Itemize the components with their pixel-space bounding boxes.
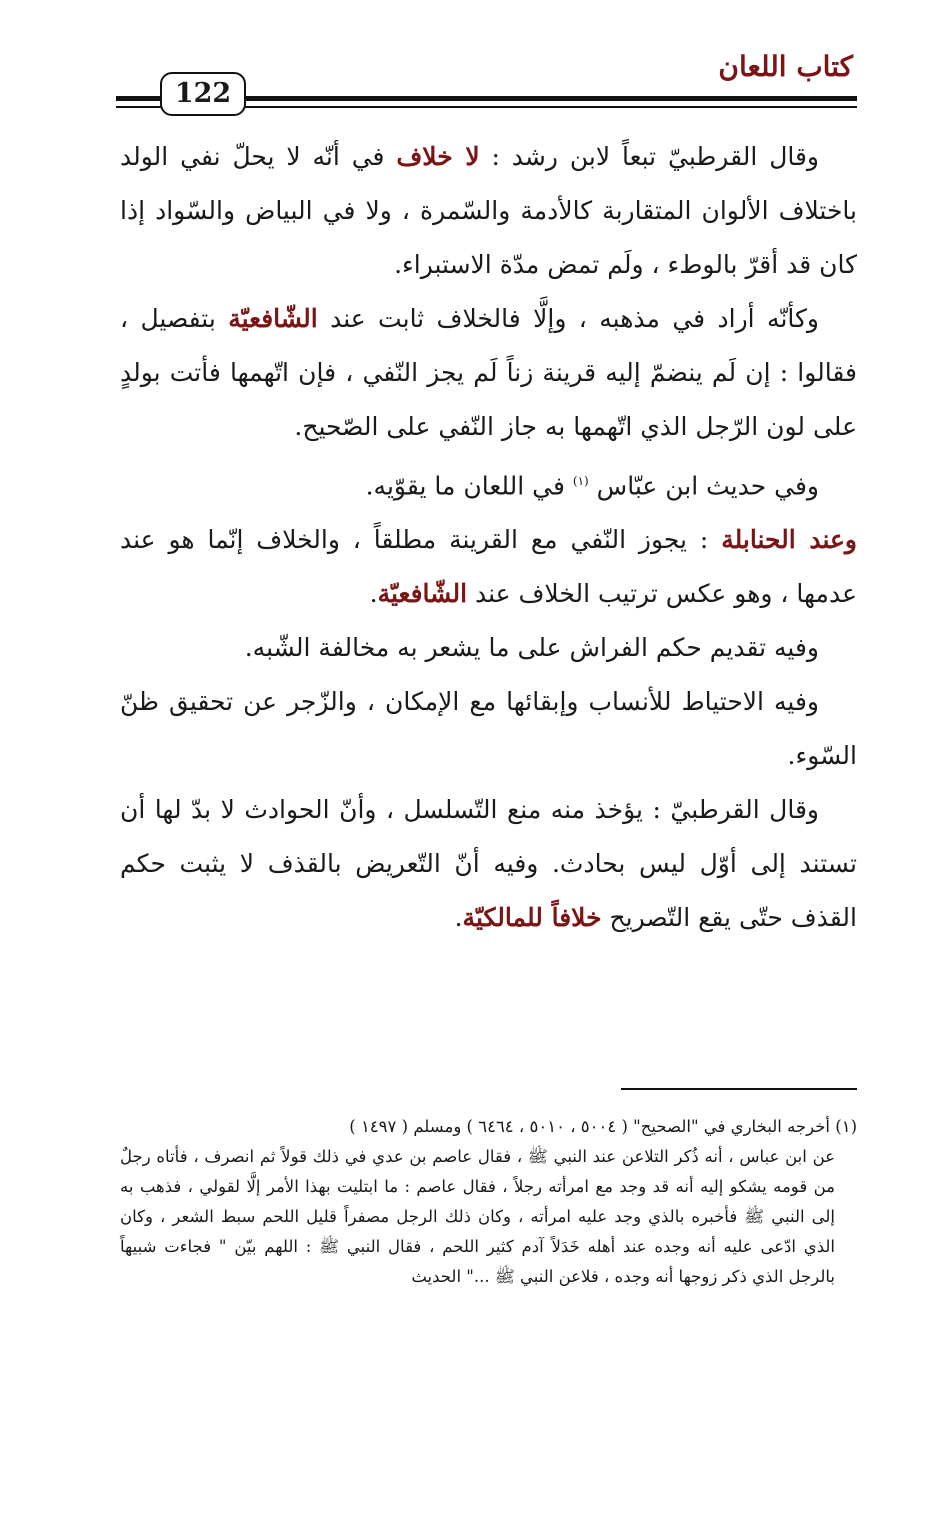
footnote-separator [621,1088,857,1090]
paragraph-2 [120,292,857,454]
book-title: كتاب اللعان [718,50,853,83]
paragraph-3 [120,454,857,513]
footnotes [120,1112,857,1292]
text-run: . [369,579,378,609]
highlight-term: الشّافعيّة [377,579,468,609]
paragraph-5: وفيه تقديم حكم الفراش على ما يشعر به مخالفة الشّبه. [244,633,819,663]
highlight-term: الشّافعيّة [228,304,318,333]
highlight-term: لا خلاف [396,142,480,171]
text-run: بتفصيل ، فقالوا : إن لَم ينضمّ إليه قرينة زناً لَم يجز النّفي ، فإن اتّهمها فأتت بولدٍ على لون الرّجل الذي اتّهمها به جاز النّفي على الصّحيح. [120,304,857,441]
paragraph-7 [120,783,857,945]
text-run: وقال القرطبيّ : يؤخذ منه منع التّسلسل ، وأنّ الحوادث لا بدّ لها أن تستند إلى أوّل ليس بحادث. وفيه أنّ التّعريض بالقذف لا يثبت حكم القذف حتّى يقع التّصريح [120,795,857,933]
paragraph-4 [120,513,857,621]
text-run: : يجوز النّفي مع القرينة مطلقاً ، والخلاف إنّما هو عند عدمها ، وهو عكس ترتيب الخلاف عند [120,525,857,609]
text-run: في أنّه لا يحلّ نفي الولد باختلاف الألوان المتقاربة كالأدمة والسّمرة ، ولا في البياض والسّواد إذا كان قد أقرّ بالوطء ، ولَم تمض مدّة الاستبراء. [120,142,857,279]
highlight-term: خلافاً للمالكيّة [462,903,602,933]
text-run: في اللعان ما يقوّيه. [365,471,573,501]
footnote-ref[interactable]: (١) [572,474,589,488]
paragraph-6: وفيه الاحتياط للأنساب وإبقائها مع الإمكان ، والزّجر عن تحقيق ظنّ السّوء. [120,687,857,771]
footnote-1-source: (١) أخرجه البخاري في "الصحيح" ( ٥٠٠٤ ، ٥٠١٠ ، ٦٤٦٤ ) ومسلم ( ١٤٩٧ ) [349,1117,857,1136]
text-run: وفي حديث ابن عبّاس [588,471,819,501]
text-run: وكأنّه أراد في مذهبه ، وإلَّا فالخلاف ثابت عند [317,304,819,333]
text-run: . [454,903,463,933]
text-run: وقال القرطبيّ تبعاً لابن رشد : [479,142,820,171]
page-header [0,0,945,120]
highlight-term: وعند الحنابلة [721,525,857,555]
paragraph-1 [120,130,857,292]
page-number: 122 [160,72,246,116]
main-text [120,130,857,945]
footnote-1-text: عن ابن عباس ، أنه ذُكر التلاعن عند النبي ﷺ ، فقال عاصم بن عدي في ذلك قولاً ثم انصرف ، فأتاه رجلٌ من قومه يشكو إليه أنه قد وجد مع امرأته رجلاً ، فقال عاصم : ما ابتليت بهذا الأمر إلَّا لقولي ، فذهب به إلى النبي ﷺ فأخبره بالذي وجد عليه امرأته ، وكان ذلك الرجل مصفراً قليل اللحم سبط الشعر ، وكان الذي ادّعى عليه أنه وجده عند أهله خَدَلاً آدم كثير اللحم ، فقال النبي ﷺ : اللهم بيّن " فجاءت شبيهاً بالرجل الذي ذكر زوجها أنه وجده ، فلاعن النبي ﷺ ..." الحديث [120,1147,835,1286]
